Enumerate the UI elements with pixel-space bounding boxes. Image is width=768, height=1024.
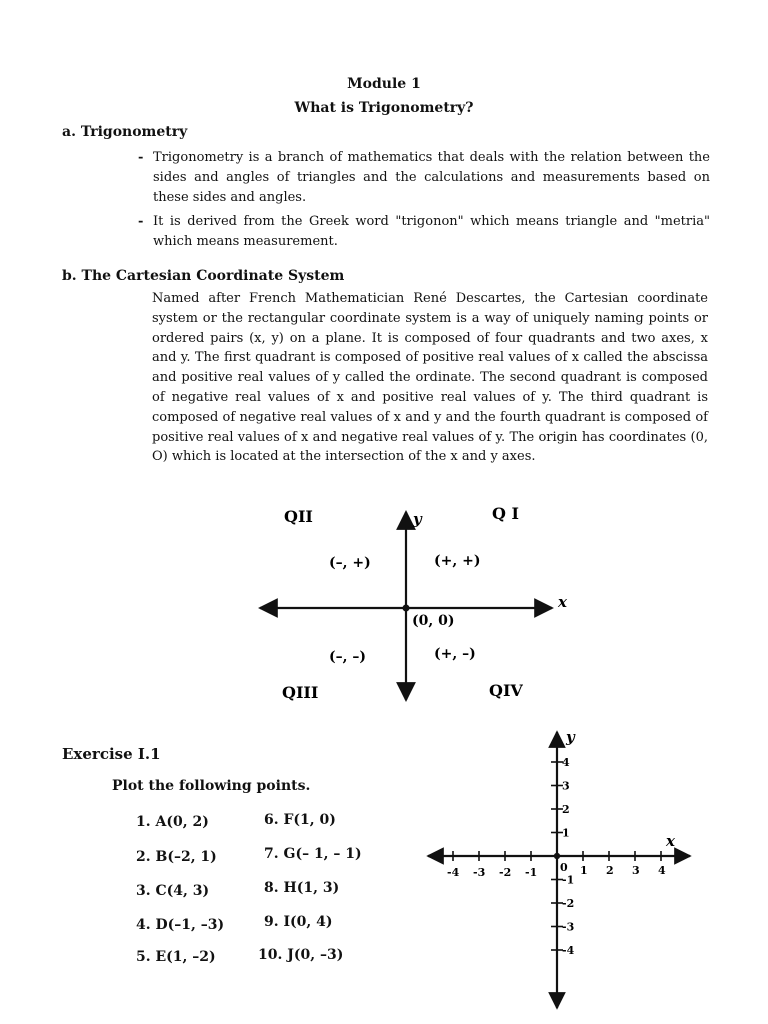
exercise-point: 9. I(0, 4) bbox=[264, 914, 333, 930]
x-tick-label: 2 bbox=[606, 864, 614, 877]
bullet-text: It is derived from the Greek word "trigonon" which means triangle and "metria" which means measurement. bbox=[153, 214, 710, 249]
y-tick-label: 3 bbox=[562, 779, 570, 793]
grid-origin-label: 0 bbox=[560, 861, 568, 874]
y-tick-label: 4 bbox=[562, 756, 570, 769]
quadrant-diagram bbox=[0, 490, 768, 730]
y-tick-label: 1 bbox=[562, 826, 570, 840]
y-tick-label: -2 bbox=[562, 897, 575, 910]
quadrant-4-label: QIV bbox=[489, 681, 523, 700]
x-tick-label: -2 bbox=[499, 866, 512, 879]
exercise-point: 4. D(–1, –3) bbox=[136, 917, 225, 933]
y-axis-label: y bbox=[413, 510, 422, 528]
exercise-point: 5. E(1, –2) bbox=[136, 949, 216, 965]
exercise-point: 6. F(1, 0) bbox=[264, 812, 336, 828]
x-axis-label: x bbox=[558, 593, 567, 611]
grid-y-label: y bbox=[566, 728, 575, 746]
x-tick-label: -3 bbox=[473, 866, 486, 879]
exercise-point: 2. B(–2, 1) bbox=[136, 849, 217, 865]
exercise-point: 8. H(1, 3) bbox=[264, 880, 340, 896]
bullet-item bbox=[138, 212, 710, 252]
practice-grid bbox=[420, 726, 700, 1016]
section-b-heading: b. The Cartesian Coordinate System bbox=[62, 268, 345, 284]
quadrant-2-sign: (–, +) bbox=[329, 555, 371, 571]
bullet-dash: - bbox=[138, 150, 144, 165]
quadrant-3-label: QIII bbox=[282, 683, 319, 702]
grid-origin-dot bbox=[554, 853, 560, 859]
x-tick-label: 1 bbox=[580, 864, 588, 877]
origin-label: (0, 0) bbox=[412, 613, 455, 629]
grid-x-label: x bbox=[666, 832, 675, 850]
exercise-point: 10. J(0, –3) bbox=[258, 947, 344, 963]
x-tick-label: -4 bbox=[447, 866, 460, 879]
y-tick-label: -3 bbox=[562, 920, 575, 934]
exercise-heading: Exercise I.1 bbox=[62, 745, 161, 763]
origin-dot bbox=[403, 605, 410, 612]
y-tick-label: -4 bbox=[562, 944, 575, 957]
exercise-point: 1. A(0, 2) bbox=[136, 814, 209, 830]
exercise-point: 3. C(4, 3) bbox=[136, 883, 210, 899]
quadrant-2-label: QII bbox=[284, 507, 313, 526]
page-title: What is Trigonometry? bbox=[294, 100, 474, 116]
x-tick-label: 3 bbox=[632, 864, 640, 877]
bullet-item bbox=[138, 148, 710, 208]
exercise-instruction: Plot the following points. bbox=[112, 778, 311, 794]
y-tick-label: -1 bbox=[562, 873, 575, 887]
quadrant-3-sign: (–, –) bbox=[329, 649, 366, 665]
x-tick-label: 4 bbox=[658, 864, 666, 877]
bullet-text: Trigonometry is a branch of mathematics that deals with the relation between the sides and angles of triangles and the calculations and measurements based on these sides and angles. bbox=[153, 150, 710, 205]
y-tick-label: 2 bbox=[562, 803, 570, 816]
quadrant-1-sign: (+, +) bbox=[434, 553, 481, 569]
quadrant-1-label: Q I bbox=[492, 504, 519, 523]
module-title: Module 1 bbox=[347, 76, 421, 92]
section-a-heading: a. Trigonometry bbox=[62, 124, 188, 140]
cartesian-paragraph: Named after French Mathematician René Descartes, the Cartesian coordinate system or the rectangular coordinate system is a way of uniquely naming points or ordered pairs (x, y) on a plane. It is composed of four quadrants and two axes, x and y. The first quadrant is composed of positive real values of x called the abscissa and positive real values of y called the ordinate. The second quadrant is composed of negative real values of x and positive real values of y. The third quadrant is composed of negative real values of x and y and the fourth quadrant is composed of positive real values of x and negative real values of y. The origin has coordinates (0, O) which is located at the intersection of the x and y axes. bbox=[152, 291, 708, 465]
exercise-point: 7. G(– 1, – 1) bbox=[264, 846, 362, 862]
bullet-dash: - bbox=[138, 214, 144, 229]
x-tick-label: -1 bbox=[525, 866, 538, 879]
quadrant-4-sign: (+, –) bbox=[434, 646, 476, 662]
